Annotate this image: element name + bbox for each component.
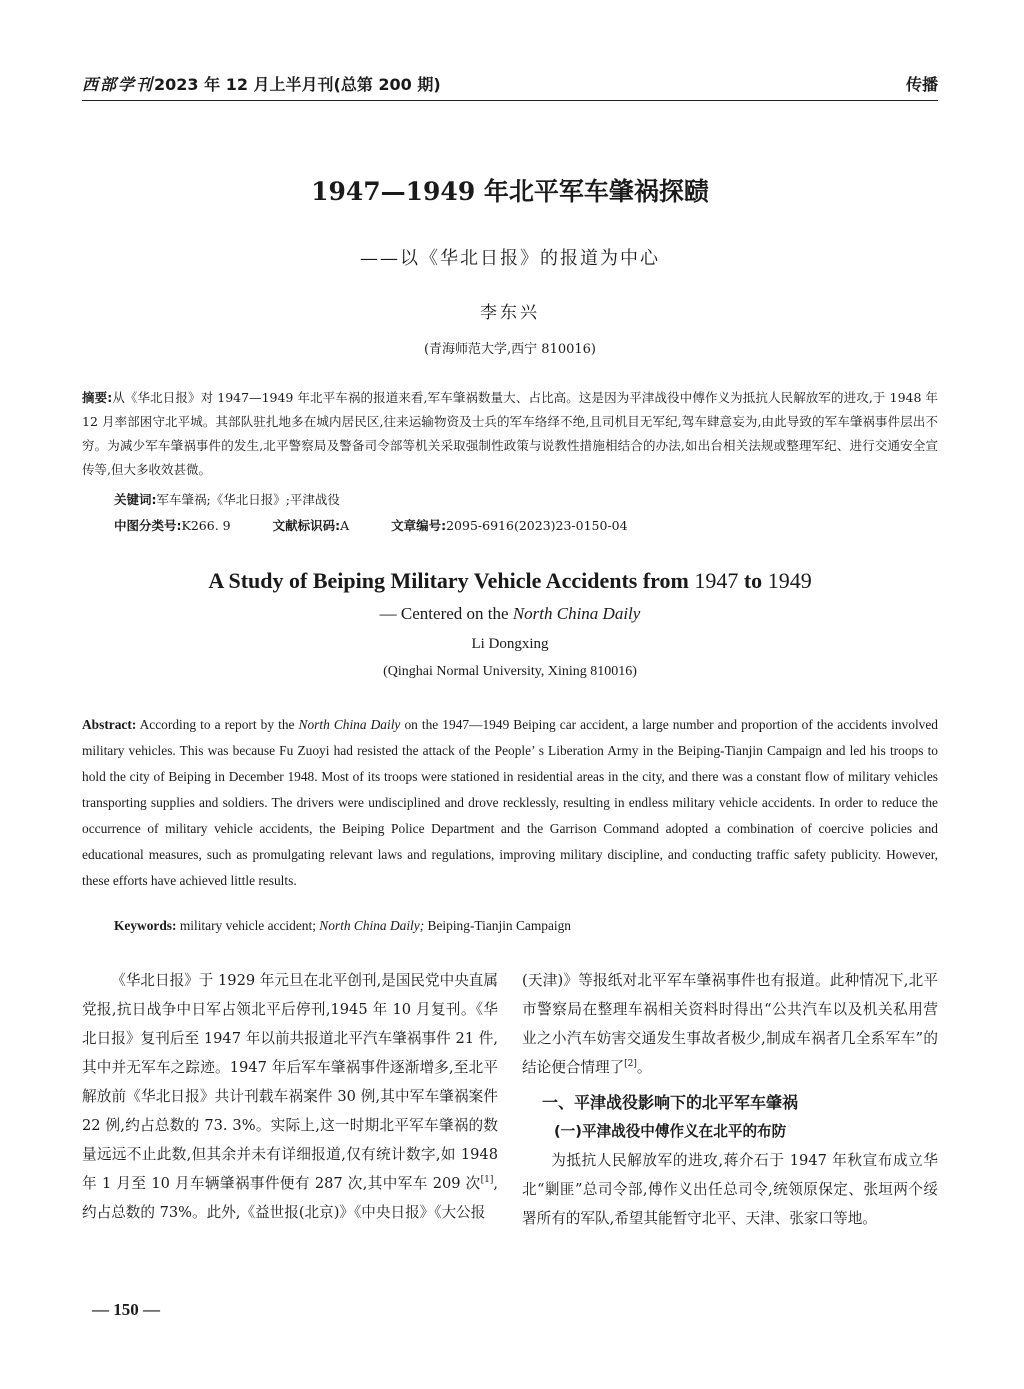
abstract-en-text: on the 1947—1949 Beiping car accident, a large number and proportion of the accidents involved military vehicles. This was because Fu Zuoyi had resisted the attack of the People’ s Liberation Army in the Beiping-Tianjin Campaign and led his troops to hold the city of Beiping in December 1948. Most of its troops were stationed in residential areas in the city, and there was a constant flow of military vehicles transporting supplies and soldiers. The drivers were undisciplined and drove recklessly, resulting in endless military vehicle accidents. In order to reduce the occurrence of military vehicle accidents, the Beiping Police Department and the Garrison Command adopted a combination of coercive policies and educational measures, such as promulgating relevant laws and regulations, improving military discipline, and conducting traffic safety publicity. However, these efforts have achieved little results. — [82, 717, 938, 888]
abstract-en-label: Abstract: — [82, 717, 137, 732]
page-number: — 150 — — [92, 1300, 160, 1319]
english-title-year-end: 1949 — [767, 568, 812, 593]
keyword-1: military vehicle accident; — [179, 918, 316, 933]
keyword-3: Beiping-Tianjin Campaign — [427, 918, 571, 933]
keywords-english — [114, 918, 571, 934]
keyword-2: North China Daily; — [319, 918, 425, 933]
body-column-left — [82, 966, 498, 1227]
header-divider — [82, 100, 938, 101]
doc-code-value: A — [340, 518, 350, 533]
journal-logo: 西部学刊 — [82, 75, 155, 94]
body-paragraph-2 — [522, 966, 938, 1082]
english-author: Li Dongxing — [471, 636, 549, 652]
section-heading-1: 一、平津战役影响下的北平军车肇祸 — [542, 1093, 799, 1112]
abstract-en-newspaper: North China Daily — [298, 717, 401, 732]
english-title-to: to — [743, 568, 763, 593]
abstract-english — [82, 712, 938, 894]
body-paragraph-1 — [82, 966, 498, 1227]
english-subtitle — [82, 604, 938, 624]
english-subtitle-newspaper: North China Daily — [512, 604, 641, 623]
abstract-chinese — [82, 386, 938, 482]
citation-1: [1] — [480, 1175, 494, 1186]
english-title-year-start: 1947 — [694, 568, 739, 593]
abstract-text: 从《华北日报》对 1947—1949 年北平车祸的报道来看,军车肇祸数量大、占比高。这是因为平津战役中傅作义为抵抗人民解放军的进攻,于 1948 年 12 月率部困守北平城。其部队驻扎地多在城内居民区,往来运输物资及士兵的军车络绎不绝,且司机目无军纪,驾车肆意妄为,由此导致的军车肇祸事件层出不穷。为减少军车肇祸事件的发生,北平警察局及警备司令部等机关采取强制性政策与说教性措施相结合的办法,如出台相关法规或整理军纪、进行交通安全宣传等,但大多收效甚微。 — [82, 390, 939, 477]
article-number-label: 文章编号: — [391, 518, 447, 533]
abstract-label: 摘要: — [82, 390, 113, 405]
paragraph-1-text: 《华北日报》于 1929 年元旦在北平创刊,是国民党中央直属党报,抗日战争中日军占领北平后停刊,1945 年 10 月复刊。《华北日报》复刊后至 1947 年以前共报道北平汽车肇祸事件 21 件,其中并无军车之踪迹。1947 年后军车肇祸事件逐渐增多,至北平解放前《华北日报》共计刊载车祸案件 30 例,其中军车肇祸案件 22 例,约占总数的 73. 3%。实际上,这一时期北平军车肇祸的数量远远不止此数,但其余并未有详细报道,仅有统计数字,如 1948 年 1 月至 10 月车辆肇祸事件便有 287 次,其中军车 209 次 — [82, 972, 498, 1192]
abstract-en-pre: According to a report by the — [139, 717, 295, 732]
author-affiliation: (青海师范大学,西宁 810016) — [423, 342, 597, 357]
english-title-main: A Study of Beiping Military Vehicle Accidents from — [208, 568, 689, 593]
running-header — [82, 72, 938, 98]
author-name: 李东兴 — [480, 303, 540, 323]
citation-2: [2] — [624, 1059, 637, 1070]
body-paragraph-3: 为抵抗人民解放军的进攻,蒋介石于 1947 年秋宣布成立华北“剿匪”总司令部,傅作义出任总司令,统领原保定、张垣两个绥署所有的军队,希望其能暂守北平、天津、张家口等地。 — [522, 1152, 938, 1227]
english-subtitle-prefix: — Centered on the — [379, 604, 509, 623]
keywords-en-label: Keywords: — [114, 918, 177, 933]
paragraph-2-text-end: 。 — [636, 1059, 652, 1076]
article-subtitle: ——以《华北日报》的报道为中心 — [360, 248, 660, 269]
subsection-heading-1: (一)平津战役中傅作义在北平的布防 — [554, 1123, 787, 1140]
keywords-chinese — [114, 490, 340, 508]
doc-code-label: 文献标识码: — [272, 518, 341, 533]
classification-info — [114, 516, 666, 534]
keywords-text: 军车肇祸;《华北日报》;平津战役 — [156, 492, 340, 507]
article-number-value: 2095-6916(2023)23-0150-04 — [446, 518, 628, 533]
english-affiliation: (Qinghai Normal University, Xining 810016) — [383, 664, 637, 679]
issue-info: 2023 年 12 月上半月刊(总第 200 期) — [154, 75, 441, 94]
keywords-label: 关键词: — [114, 492, 157, 507]
paragraph-1-text-end: ,约占总数的 73%。此外,《益世报(北京)》《中央日报》《大公报 — [82, 1175, 498, 1221]
journal-issue — [82, 72, 441, 95]
clc-value: K266. 9 — [181, 518, 231, 533]
clc-label: 中图分类号: — [114, 518, 182, 533]
paragraph-2-text: (天津)》等报纸对北平军车肇祸事件也有报道。此种情况下,北平市警察局在整理车祸相关资料时得出“公共汽车以及机关私用营业之小汽车妨害交通发生事故者极少,制成车祸者几全系军车”的结论便合情理了 — [522, 972, 938, 1076]
english-title — [82, 568, 938, 594]
article-title: 1947—1949 年北平军车肇祸探赜 — [311, 177, 709, 206]
body-column-right — [522, 966, 938, 1233]
section-name: 传播 — [905, 75, 938, 94]
